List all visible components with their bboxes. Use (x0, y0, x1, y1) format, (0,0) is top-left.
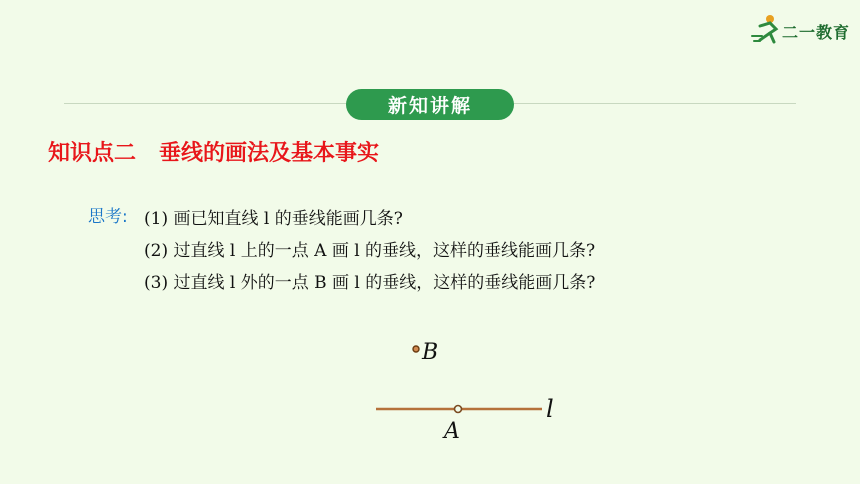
section-badge: 新知讲解 (346, 89, 514, 120)
question-1: (1) 画已知直线 l 的垂线能画几条? (144, 209, 403, 229)
question-3: (3) 过直线 l 外的一点 B 画 l 的垂线，这样的垂线能画几条? (144, 273, 596, 293)
thinking-label: 思考: (88, 207, 128, 227)
geometry-figure (360, 330, 580, 450)
knowledge-point-title: 知识点二 垂线的画法及基本事实 (48, 141, 379, 166)
brand-name: 二一教育 (782, 23, 851, 42)
line-l-label: l (546, 395, 554, 423)
point-a-label: A (444, 419, 460, 444)
question-2: (2) 过直线 l 上的一点 A 画 l 的垂线，这样的垂线能画几条? (144, 241, 596, 261)
point-b (413, 346, 419, 352)
point-a (455, 406, 462, 413)
point-b-label: B (422, 340, 439, 365)
